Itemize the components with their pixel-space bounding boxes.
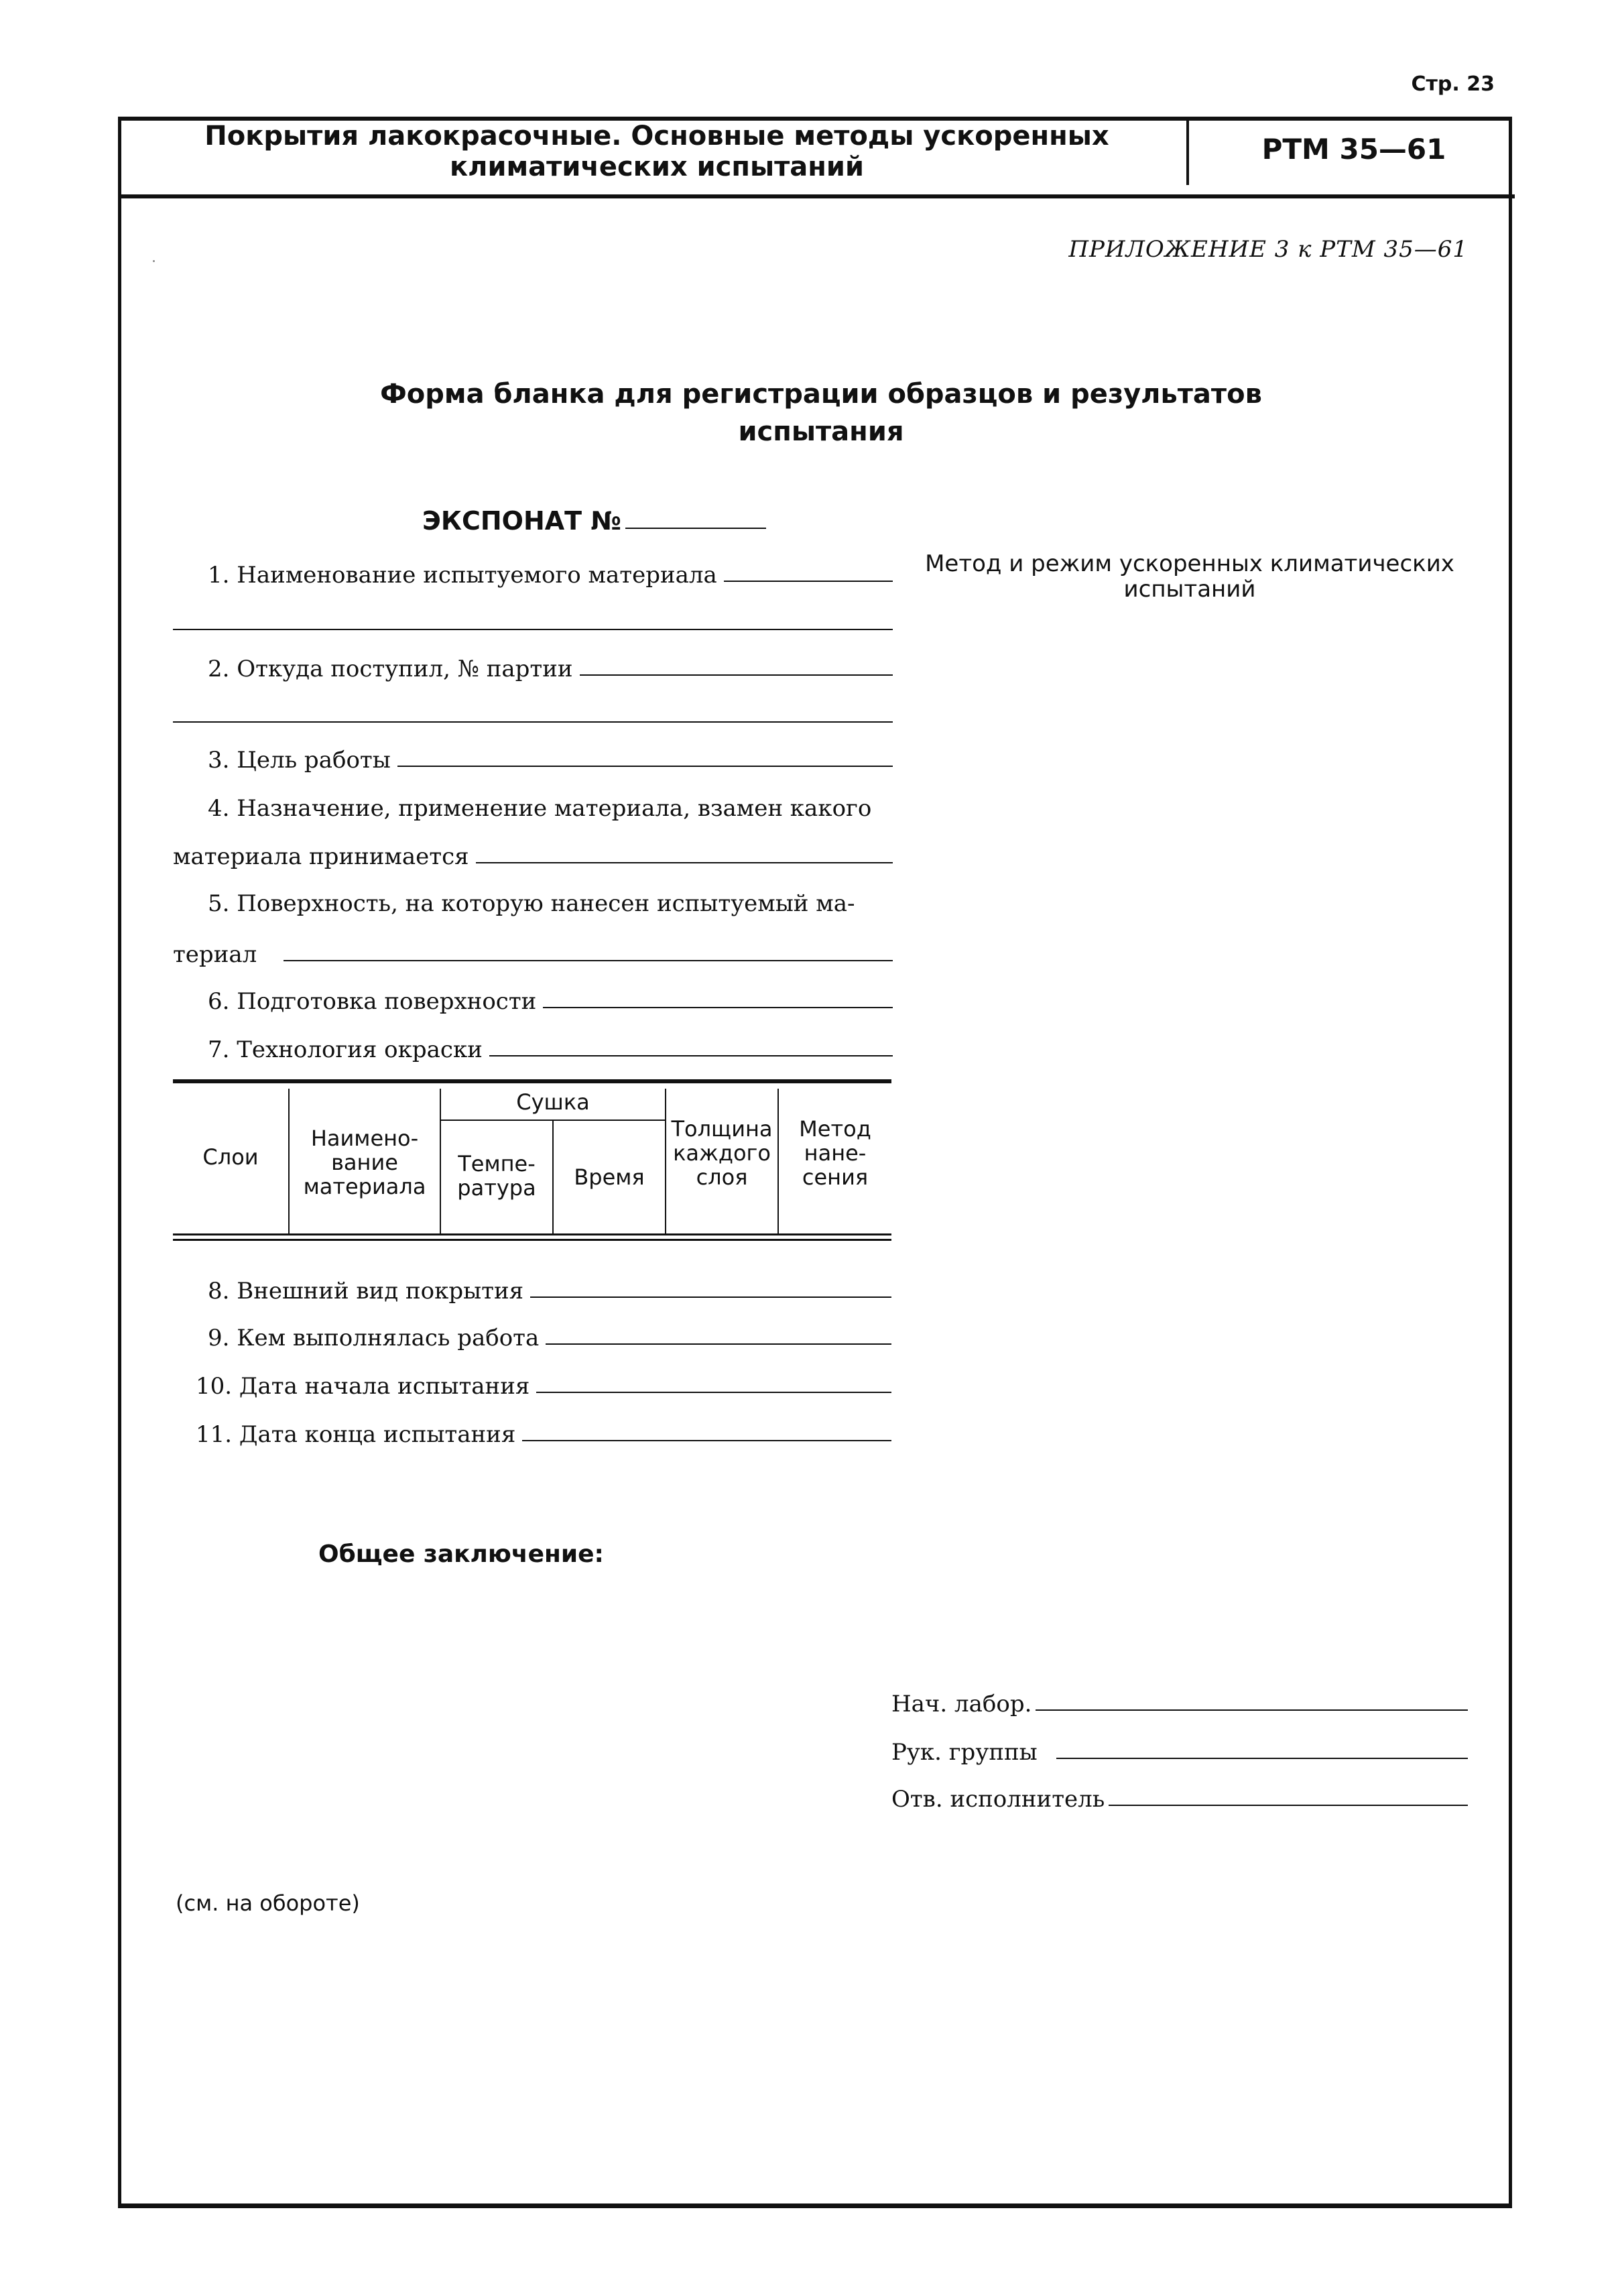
field-origin-batch <box>208 656 893 682</box>
table-group-rule <box>440 1120 665 1121</box>
field-continuation-line[interactable] <box>173 721 893 723</box>
col-header-application-method: Метод нане-сения <box>799 1116 871 1190</box>
field-label: 3. Цель работы <box>208 747 391 774</box>
field-blank[interactable] <box>530 1296 891 1298</box>
field-blank[interactable] <box>522 1439 891 1441</box>
general-conclusion-label: Общее заключение: <box>318 1540 604 1568</box>
col-header-drying: Сушка <box>516 1089 590 1115</box>
field-blank[interactable] <box>476 861 893 863</box>
field-label: 2. Откуда поступил, № партии <box>208 656 573 682</box>
document-code: РТМ 35—61 <box>1261 133 1446 166</box>
scan-speck <box>153 260 155 262</box>
signature-blank[interactable] <box>1109 1804 1468 1806</box>
table-column-divider <box>288 1089 290 1233</box>
field-label: 8. Внешний вид покрытия <box>208 1278 524 1305</box>
field-continuation-line[interactable] <box>173 629 893 630</box>
field-blank[interactable] <box>284 959 893 961</box>
header-vertical-divider <box>1186 119 1189 185</box>
appendix-label: ПРИЛОЖЕНИЕ 3 к РТМ 35—61 <box>1068 236 1468 263</box>
col-header-time: Время <box>574 1164 645 1190</box>
col-header-temperature: Темпе-ратура <box>457 1151 536 1201</box>
form-title: Форма бланка для регистрации образцов и результатов испытания <box>380 379 1262 447</box>
see-reverse-note: (см. на обороте) <box>176 1890 360 1916</box>
field-label: 5. Поверхность, на которую нанесен испытуемый ма- <box>208 890 855 917</box>
exhibit-number-field[interactable] <box>625 527 766 529</box>
signature-lab-head <box>891 1691 1468 1717</box>
field-material-name <box>208 562 893 589</box>
field-label: 9. Кем выполнялась работа <box>208 1325 540 1351</box>
field-surface-line2 <box>173 941 893 968</box>
field-purpose-line2 <box>173 843 893 870</box>
method-note: Метод и режим ускоренных климатических испытаний <box>925 550 1454 603</box>
col-header-material-name: Наимено-вание материала <box>303 1126 426 1199</box>
header-divider-rule <box>121 194 1515 198</box>
field-blank[interactable] <box>543 1006 893 1008</box>
signature-group-head <box>891 1739 1468 1766</box>
document-title: Покрытия лакокрасочные. Основные методы ускоренных климатических испытаний <box>204 121 1109 182</box>
field-label: 1. Наименование испытуемого материала <box>208 562 717 589</box>
signature-executor <box>891 1786 1468 1813</box>
field-test-end-date <box>196 1421 891 1448</box>
field-paint-technology <box>208 1036 893 1063</box>
field-performed-by <box>208 1325 891 1351</box>
field-label: 4. Назначение, применение материала, взамен какого <box>208 795 872 822</box>
signature-label: Нач. лабор. <box>891 1691 1032 1717</box>
signature-label: Отв. исполнитель <box>891 1786 1105 1813</box>
field-blank[interactable] <box>489 1054 893 1056</box>
field-label: 7. Технология окраски <box>208 1036 483 1063</box>
signature-label: Рук. группы <box>891 1739 1038 1766</box>
field-blank[interactable] <box>546 1343 891 1345</box>
field-blank[interactable] <box>397 765 893 767</box>
signature-blank[interactable] <box>1056 1757 1468 1759</box>
field-surface-line1 <box>208 890 893 917</box>
field-blank[interactable] <box>724 580 893 582</box>
field-label: 6. Подготовка поверхности <box>208 988 537 1015</box>
field-label: материала принимается <box>173 843 469 870</box>
field-appearance <box>208 1278 891 1305</box>
field-surface-prep <box>208 988 893 1015</box>
layers-table <box>173 1079 891 1244</box>
exhibit-label: ЭКСПОНАТ № <box>422 506 622 536</box>
field-work-goal <box>208 747 893 774</box>
field-purpose-line1 <box>208 795 893 822</box>
table-bottom-rule <box>173 1233 891 1235</box>
field-blank[interactable] <box>536 1391 891 1393</box>
field-blank[interactable] <box>580 674 893 676</box>
col-header-layers: Слои <box>202 1144 259 1170</box>
field-label: териал <box>173 941 257 968</box>
field-test-start-date <box>196 1373 891 1400</box>
field-label: 10. Дата начала испытания <box>196 1373 530 1400</box>
page-number: Стр. 23 <box>1411 72 1495 96</box>
exhibit-number <box>422 506 766 536</box>
field-label: 11. Дата конца испытания <box>196 1421 516 1448</box>
table-top-rule <box>173 1079 891 1083</box>
table-bottom-rule <box>173 1239 891 1241</box>
col-header-thickness: Толщина каждого слоя <box>671 1116 773 1190</box>
signature-blank[interactable] <box>1036 1709 1468 1711</box>
